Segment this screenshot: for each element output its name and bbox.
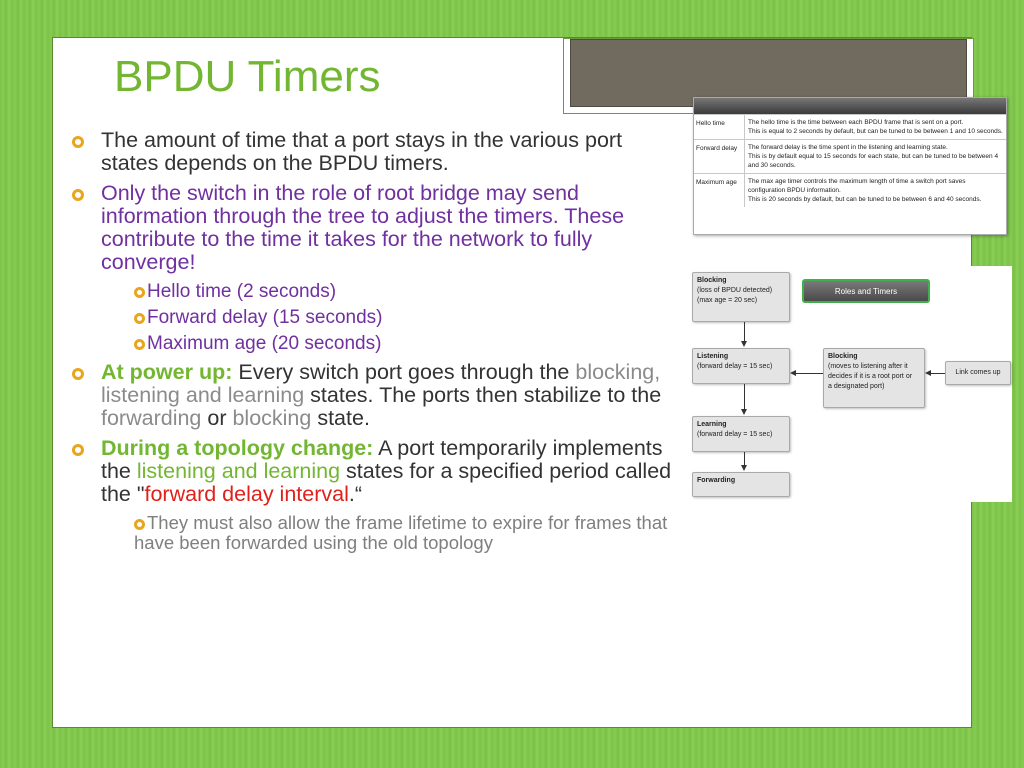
sub-bullet-item [72, 513, 672, 553]
highlight-text: forwarding [101, 406, 202, 430]
bullet-text: The amount of time that a port stays in the various port states depends on the BPDU timers. [101, 128, 623, 175]
highlight-text: listening and learning [136, 459, 341, 483]
table-header-bar [694, 98, 1006, 114]
timers-table-image [693, 97, 1007, 235]
sub-bullet-text: Forward delay (15 seconds) [147, 307, 383, 328]
bullet-text: Every switch port goes through the [232, 360, 576, 384]
state-title: Link comes up [955, 369, 1001, 376]
bullet-text: A port temporarily implements the [101, 436, 663, 483]
state-box-listening [692, 348, 790, 384]
sub-bullet-item [72, 281, 672, 303]
table-cell-line: The forward delay is the time spent in the listening and learning state. [748, 144, 948, 151]
bullet-lead: At power up: [101, 360, 233, 384]
table-cell-value [745, 115, 1006, 139]
bullet-ring-icon [72, 189, 84, 201]
slide-title: BPDU Timers [114, 52, 381, 101]
table-row [694, 114, 1006, 139]
state-title: Listening [697, 353, 729, 360]
bullet-ring-icon [72, 444, 84, 456]
state-box-blocking-decision [823, 348, 925, 408]
bullet-item [72, 182, 672, 274]
sub-bullet-text: Hello time (2 seconds) [147, 281, 337, 302]
port-state-diagram [686, 266, 1012, 502]
state-detail: (forward delay = 15 sec) [697, 431, 773, 438]
highlight-text: forward delay interval [144, 482, 349, 506]
state-title: Blocking [828, 353, 858, 360]
connector-line [931, 373, 945, 374]
bullet-item [72, 361, 672, 430]
sub-bullet-item [72, 307, 672, 329]
highlight-text: blocking, listening and learning [101, 360, 661, 407]
bullet-ring-icon [134, 287, 145, 298]
arrow-down-icon [741, 465, 747, 471]
arrow-down-icon [741, 409, 747, 415]
bullet-ring-icon [134, 519, 145, 530]
table-cell-key: Forward delay [694, 140, 745, 173]
connector-line [744, 384, 745, 411]
state-detail: (max age = 20 sec) [697, 297, 758, 304]
bullet-text: Only the switch in the role of root bridge may send information through the tree to adjust the timers. These contribute to the time it takes for the network to fully converge! [101, 181, 625, 274]
state-detail: decides if it is a root port or [828, 373, 913, 380]
state-title: Blocking [697, 277, 727, 284]
table-cell-key: Maximum age [694, 174, 745, 207]
table-cell-line: This is by default equal to 15 seconds for each state, but can be tuned to be between 4 and 30 seconds. [748, 153, 999, 169]
table-cell-value [745, 174, 1006, 207]
bullet-list [72, 129, 672, 557]
sub-bullet-text: Maximum age (20 seconds) [147, 333, 382, 354]
table-row [694, 173, 1006, 207]
bullet-ring-icon [134, 313, 145, 324]
bullet-text: .“ [348, 482, 362, 506]
bullet-item [72, 129, 672, 175]
state-box-blocking [692, 272, 790, 322]
state-box-forwarding [692, 472, 790, 497]
bullet-lead: During a topology change: [101, 436, 374, 460]
table-cell-line: The max age timer controls the maximum length of time a switch port saves configuration BPDU information. [748, 178, 966, 194]
state-detail: (loss of BPDU detected) [697, 287, 773, 294]
state-box-link-comes-up [945, 361, 1011, 385]
highlight-text: blocking [232, 406, 312, 430]
bullet-text: states for a specified period called the " [101, 459, 672, 506]
state-detail: (forward delay = 15 sec) [697, 363, 773, 370]
arrow-left-icon [790, 370, 796, 376]
sub-bullet-text: They must also allow the frame lifetime to expire for frames that have been forwarded using the old topology [134, 512, 668, 553]
roles-and-timers-button[interactable]: Roles and Timers [802, 279, 930, 303]
connector-line [796, 373, 823, 374]
table-cell-line: This is 20 seconds by default, but can be tuned to be between 6 and 40 seconds. [748, 196, 982, 203]
table-row [694, 139, 1006, 173]
state-detail: a designated port) [828, 383, 885, 390]
state-title: Forwarding [697, 477, 736, 484]
table-cell-line: This is equal to 2 seconds by default, but can be tuned to be between 1 and 10 seconds. [748, 128, 1003, 135]
bullet-text: states. The ports then stabilize to the [304, 383, 662, 407]
bullet-ring-icon [72, 368, 84, 380]
connector-line [744, 322, 745, 343]
arrow-down-icon [741, 341, 747, 347]
table-cell-value [745, 140, 1006, 173]
state-detail: (moves to listening after it [828, 363, 908, 370]
bullet-text: state. [311, 406, 370, 430]
bullet-text: or [201, 406, 233, 430]
sub-bullet-item [72, 333, 672, 355]
state-box-learning [692, 416, 790, 452]
arrow-left-icon [925, 370, 931, 376]
table-cell-line: The hello time is the time between each BPDU frame that is sent on a port. [748, 119, 964, 126]
state-title: Learning [697, 421, 727, 428]
bullet-ring-icon [134, 339, 145, 350]
table-cell-key: Hello time [694, 115, 745, 139]
bullet-ring-icon [72, 136, 84, 148]
bullet-item [72, 437, 672, 506]
